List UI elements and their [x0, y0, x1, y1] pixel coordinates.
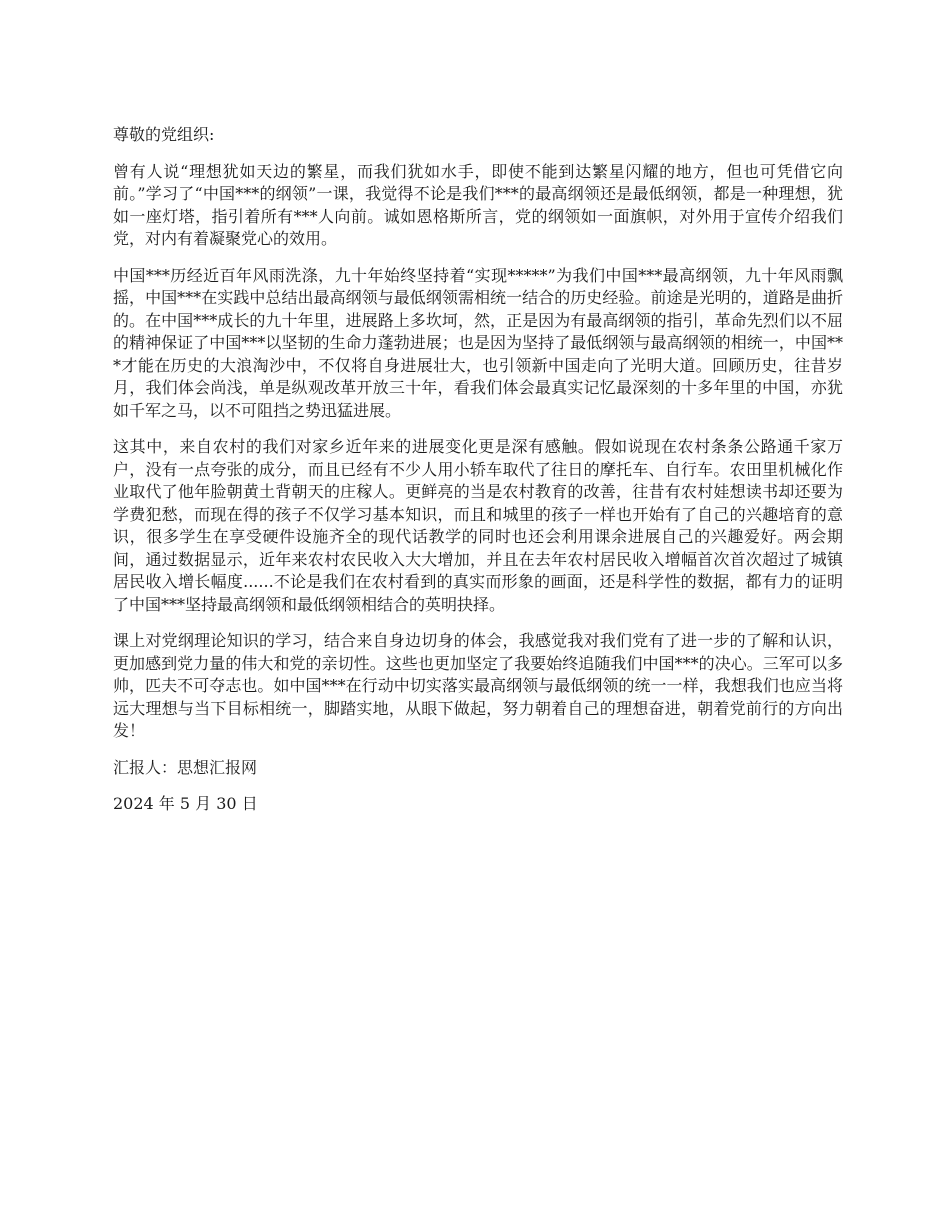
date: 2024 年 5 月 30 日: [113, 794, 258, 813]
paragraph-2: 中国***历经近百年风雨洗涤，九十年始终坚持着“实现*****”为我们中国***最高纲领，九十年风雨飘摇，中国***在实践中总结出最高纲领与最低纲领需相统一结合的历史经验。前途是光明的，道路是曲折的。在中国***成长的九十年里，进展路上多坎坷，然，正是因为有最高纲领的指引，革命先烈们以不屈的精神保证了中国***以坚韧的生命力蓬勃进展；也是因为坚持了最低纲领与最高纲领的相统一，中国***才能在历史的大浪淘沙中，不仅将自身进展壮大，也引领新中国走向了光明大道。回顾历史，往昔岁月，我们体会尚浅，单是纵观改革开放三十年，看我们体会最真实记忆最深刻的十多年里的中国，亦犹如千军之马，以不可阻挡之势迅猛进展。: [113, 265, 843, 420]
document-body: [113, 124, 843, 830]
salutation: 尊敬的党组织:: [113, 125, 215, 144]
paragraph-4: 课上对党纲理论知识的学习，结合来自身边切身的体会，我感觉我对我们党有了进一步的了解和认识，更加感到党力量的伟大和党的亲切性。这些也更加坚定了我要始终追随我们中国***的决心。三军可以多帅，匹夫不可夺志也。如中国***在行动中切实落实最高纲领与最低纲领的统一一样，我想我们也应当将远大理想与当下目标相统一，脚踏实地，从眼下做起，努力朝着自己的理想奋进，朝着党前行的方向出发！: [113, 631, 843, 740]
signature: 汇报人：思想汇报网: [113, 757, 258, 777]
paragraph-1: 曾有人说“理想犹如天边的繁星，而我们犹如水手，即使不能到达繁星闪耀的地方，但也可凭借它向前。”学习了“中国***的纲领”一课，我觉得不论是我们***的最高纲领还是最低纲领，都是一种理想，犹如一座灯塔，指引着所有***人向前。诚如恩格斯所言，党的纲领如一面旗帜，对外用于宣传介绍我们党，对内有着凝聚党心的效用。: [113, 161, 843, 248]
paragraph-3: 这其中，来自农村的我们对家乡近年来的进展变化更是深有感触。假如说现在农村条条公路通千家万户，没有一点夸张的成分，而且已经有不少人用小轿车取代了往日的摩托车、自行车。农田里机械化作业取代了他年脸朝黄土背朝天的庄稼人。更鲜亮的当是农村教育的改善，往昔有农村娃想读书却还要为学费犯愁，而现在得的孩子不仅学习基本知识，而且和城里的孩子一样也开始有了自己的兴趣培育的意识，很多学生在享受硬件设施齐全的现代话教学的同时也还会利用课余进展自己的兴趣爱好。两会期间，通过数据显示，近年来农村农民收入大大增加，并且在去年农村居民收入增幅首次首次超过了城镇居民收入增长幅度......不论是我们在农村看到的真实而形象的画面，还是科学性的数据，都有力的证明了中国***坚持最高纲领和最低纲领相结合的英明抉择。: [113, 437, 843, 614]
